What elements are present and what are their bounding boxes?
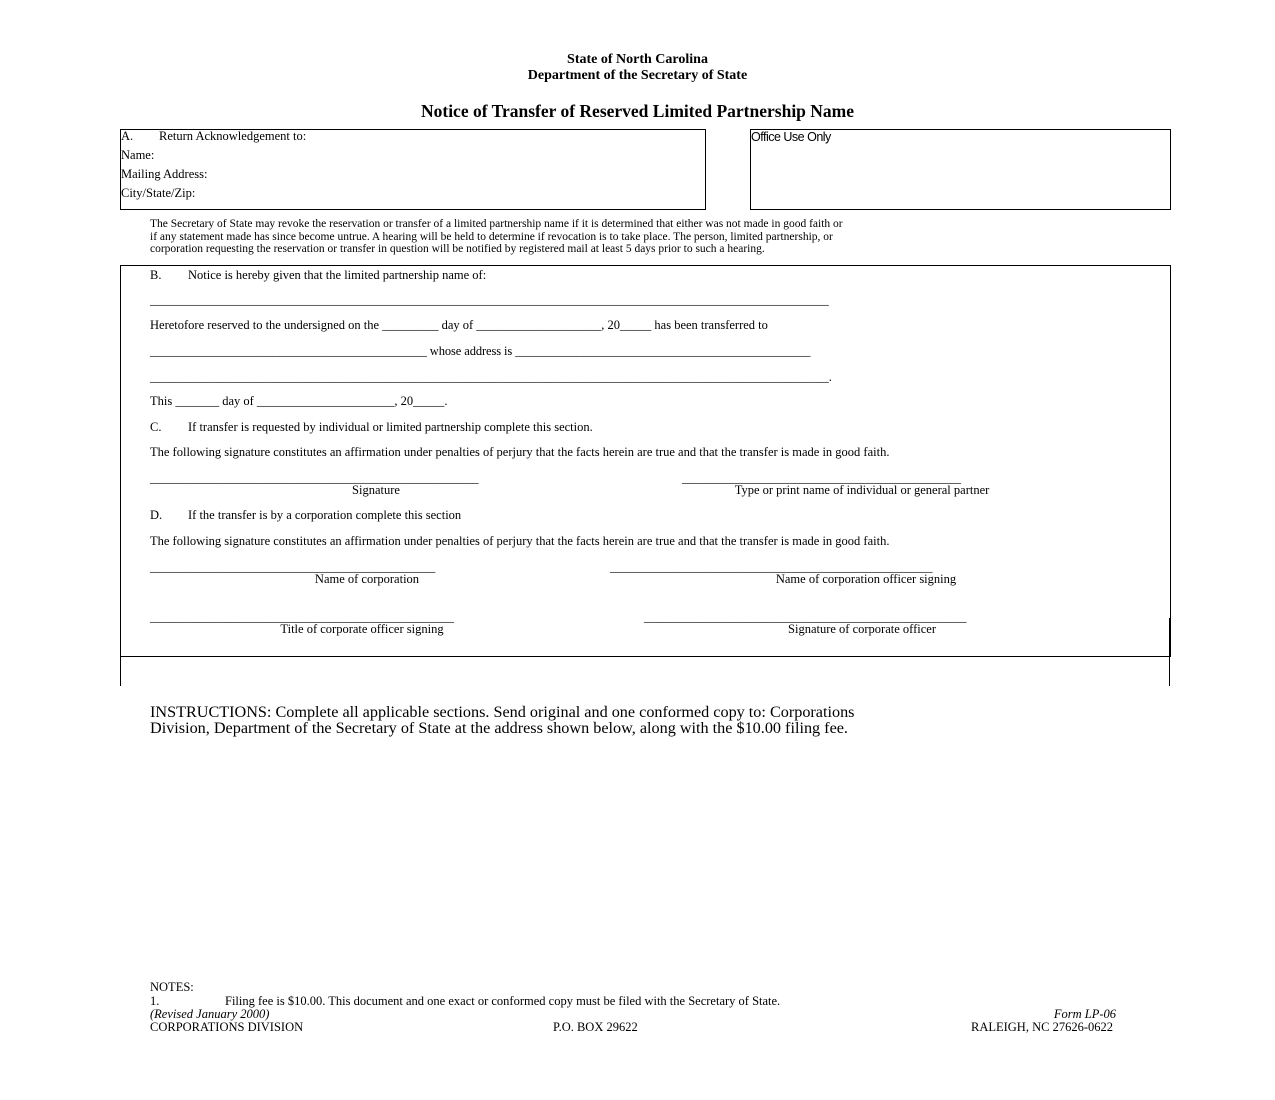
footer-po-box: P.O. BOX 29622 [553, 1020, 638, 1034]
section-a-label: Return Acknowledgement to: [159, 129, 307, 143]
officer-title-caption: Title of corporate officer signing [280, 622, 444, 636]
form-title: Notice of Transfer of Reserved Limited Partnership Name [420, 101, 855, 121]
city-state-zip-field-label[interactable]: City/State/Zip: [121, 186, 196, 200]
section-c-heading [150, 420, 593, 435]
section-b-letter: B. [150, 268, 162, 282]
state-heading: State of North Carolina [567, 52, 708, 67]
transferee-address-line[interactable]: _____________________________________________ whose address is ________________________________________________ [150, 344, 811, 358]
section-a-heading [121, 129, 306, 144]
section-b-heading [150, 268, 486, 283]
notes-heading: NOTES: [150, 980, 194, 994]
note-1-number: 1. [150, 994, 160, 1008]
corporation-name-line[interactable]: ______________________________________________ [150, 560, 436, 574]
officer-signature-caption: Signature of corporate officer [788, 622, 936, 636]
form-number: Form LP-06 [1053, 1007, 1116, 1021]
disclaimer-line-1: The Secretary of State may revoke the reservation or transfer of a limited partnership name if it is determined that either was not made in good faith or [150, 218, 843, 230]
section-d-letter: D. [150, 508, 163, 522]
department-heading: Department of the Secretary of State [527, 68, 748, 83]
reserved-date-line[interactable]: Heretofore reserved to the undersigned on the _________ day of ____________________, 20_____ has been transferred to [150, 318, 768, 332]
revision-date: (Revised January 2000) [150, 1007, 270, 1021]
partner-name-line[interactable]: _____________________________________________ [682, 471, 962, 485]
section-c-affirmation: The following signature constitutes an affirmation under penalties of perjury that the facts herein are true and that the transfer is made in good faith. [150, 445, 890, 459]
section-b-text: Notice is hereby given that the limited partnership name of: [188, 268, 487, 282]
mailing-address-field-label[interactable]: Mailing Address: [121, 167, 208, 181]
dated-this-line[interactable]: This _______ day of ______________________, 20_____. [150, 394, 448, 408]
note-1-text: Filing fee is $10.00. This document and one exact or conformed copy must be filed with the Secretary of State. [225, 994, 781, 1008]
office-use-label: Office Use Only [751, 130, 831, 144]
box-right-tail [1169, 618, 1170, 686]
corporation-name-caption: Name of corporation [314, 572, 420, 586]
address-continuation-line[interactable]: ______________________________________________________________________________________________________________. [150, 370, 832, 384]
officer-signature-line[interactable]: ____________________________________________________ [644, 610, 967, 624]
box-bottom-rule [120, 656, 1171, 657]
officer-title-line[interactable]: _________________________________________________ [150, 610, 454, 624]
disclaimer-line-2: if any statement made has since become untrue. A hearing will be held to determine if revocation is to take place. The person, limited partnership, or [150, 231, 833, 243]
box-left-tail [120, 656, 121, 686]
footer-city: RALEIGH, NC 27626-0622 [970, 1020, 1113, 1034]
individual-signature-line[interactable]: _____________________________________________________ [150, 471, 479, 485]
section-d-text: If the transfer is by a corporation complete this section [188, 508, 462, 522]
section-d-affirmation: The following signature constitutes an affirmation under penalties of perjury that the facts herein are true and that the transfer is made in good faith. [150, 534, 890, 548]
footer-division: CORPORATIONS DIVISION [150, 1020, 304, 1034]
individual-signature-caption: Signature [352, 483, 400, 497]
instructions-line-2: Division, Department of the Secretary of State at the address shown below, along with the $10.00 filing fee. [150, 719, 848, 737]
section-a-letter: A. [121, 129, 134, 143]
section-c-letter: C. [150, 420, 162, 434]
officer-name-line[interactable]: ____________________________________________________ [610, 560, 933, 574]
officer-name-caption: Name of corporation officer signing [775, 572, 957, 586]
section-c-text: If transfer is requested by individual or limited partnership complete this section. [188, 420, 593, 434]
partner-name-caption: Type or print name of individual or general partner [734, 483, 990, 497]
partnership-name-blank[interactable]: ______________________________________________________________________________________________________________ [150, 293, 829, 307]
section-d-heading [150, 508, 461, 523]
disclaimer-line-3: corporation requesting the reservation or transfer in question will be notified by registered mail at least 5 days prior to such a hearing. [150, 243, 765, 255]
instructions-line-1: INSTRUCTIONS: Complete all applicable sections. Send original and one conformed copy to: Corporations [150, 703, 855, 721]
name-field-label[interactable]: Name: [121, 148, 155, 162]
